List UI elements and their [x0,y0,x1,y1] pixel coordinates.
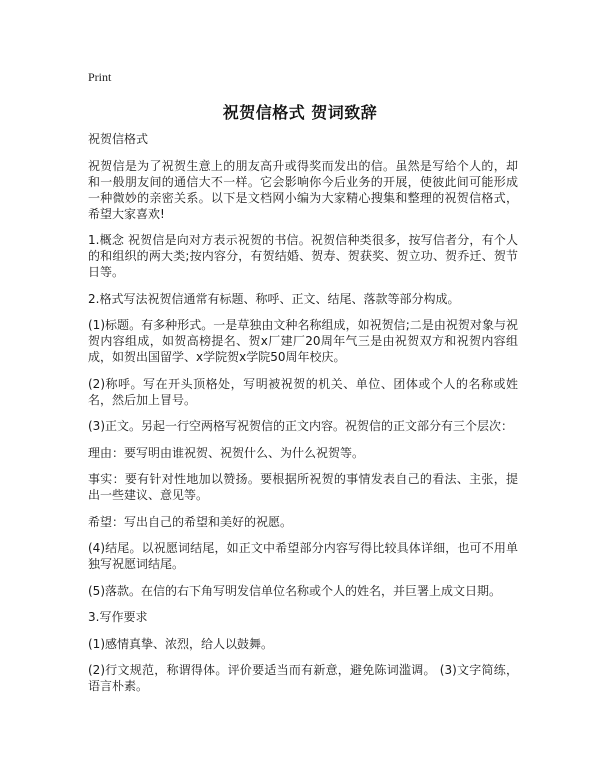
paragraph: 希望：写出自己的希望和美好的祝愿。 [88,514,293,529]
section-heading: 3.写作要求 [88,610,148,624]
paragraph: 祝贺信是为了祝贺生意上的朋友高升或得奖而发出的信。虽然是写给个人的，却和一般朋友间的通信大不一样。它会影响你今后业务的开展，使彼此间可能形成一种微妙的亲密关系。以下是文档网小编为大家精心搜集和整理的祝贺信格式，希望大家喜欢! [88,158,518,221]
print-link[interactable]: Print [88,70,112,84]
paragraph: (2)行文规范，称谓得体。评价要适当而有新意，避免陈词滥调。 (3)文字简练，语言朴素。 [88,663,518,693]
paragraph: (4)结尾。以祝愿词结尾，如正文中希望部分内容写得比较具体详细，也可不用单独写祝愿词结尾。 [88,541,518,571]
paragraph: (5)落款。在信的右下角写明发信单位名称或个人的姓名，并巨署上成文日期。 [88,583,502,598]
page-title: 祝贺信格式 贺词致辞 [222,103,378,122]
paragraph: 理由：要写明由谁祝贺、祝贺什么、为什么祝贺等。 [88,445,365,460]
document-body [88,131,518,705]
paragraph: 2.格式写法祝贺信通常有标题、称呼、正文、结尾、落款等部分构成。 [88,291,460,306]
paragraph: (1)标题。有多种形式。一是草独由文种名称组成，如祝贺信;二是由祝贺对象与祝贺内容组成，如贺高榜提名、贺x厂建厂20周年气三是由祝贺双方和祝贺内容组成，如贺出国留学、x学院贺x学院50周年校庆。 [88,318,518,364]
paragraph: 事实：要有针对性地加以赞扬。要根据所祝贺的事情发表自己的看法、主张，提出一些建议、意见等。 [88,472,518,502]
section-heading: 祝贺信格式 [88,132,149,146]
paragraph: 1.概念 祝贺信是向对方表示祝贺的书信。祝贺信种类很多，按写信者分，有个人的和组织的两大类;按内容分，有贺结婚、贺寿、贺获奖、贺立功、贺乔迁、贺节日等。 [88,233,518,279]
paragraph: (1)感情真挚、浓烈，给人以鼓舞。 [88,636,273,651]
paragraph: (3)正文。另起一行空两格写祝贺信的正文内容。祝贺信的正文部分有三个层次： [88,419,514,433]
paragraph: (2)称呼。写在开头顶格处，写明被祝贺的机关、单位、团体或个人的名称或姓名，然后加上冒号。 [88,376,518,407]
